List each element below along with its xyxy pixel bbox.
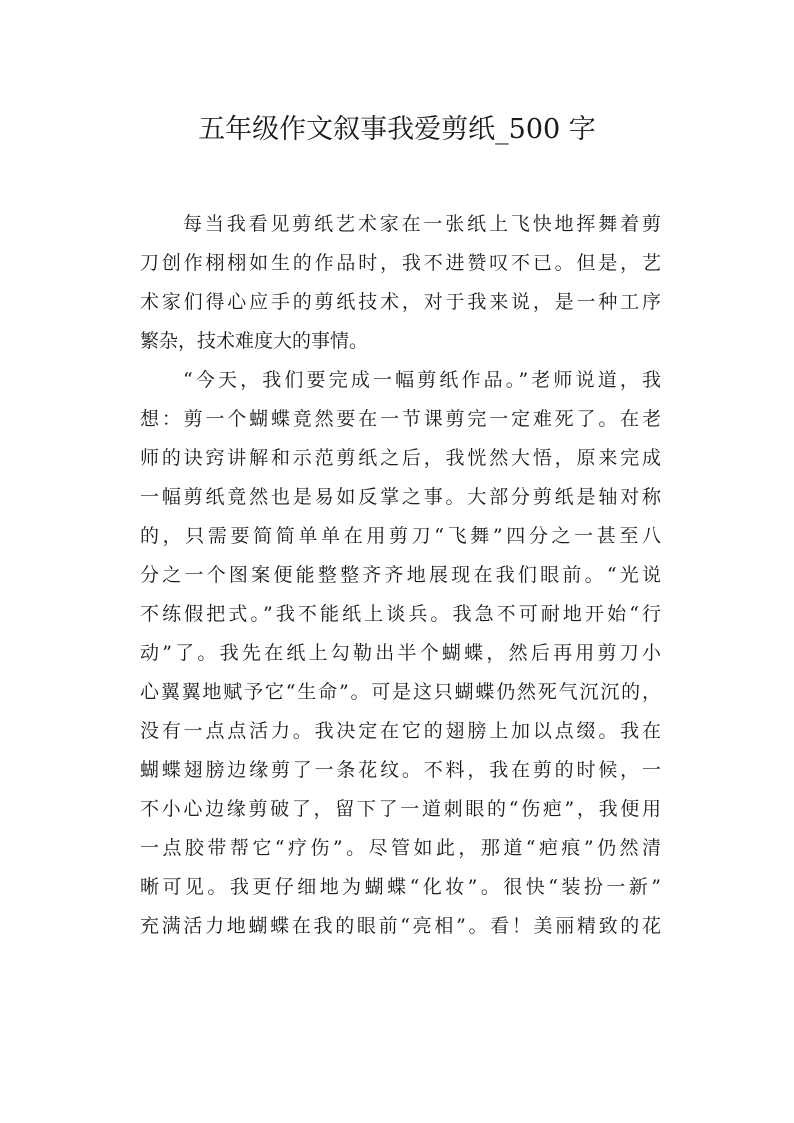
paragraph-2-line: 一幅剪纸竟然也是易如反掌之事。大部分剪纸是轴对称 xyxy=(140,486,661,508)
paragraph-2-line: 想：剪一个蝴蝶竟然要在一节课剪完一定难死了。在老 xyxy=(140,408,661,430)
paragraph-2-line: 动”了。我先在纸上勾勒出半个蝴蝶，然后再用剪刀小 xyxy=(140,642,661,664)
paragraph-2-line: 师的诀窍讲解和示范剪纸之后，我恍然大悟，原来完成 xyxy=(140,447,661,469)
paragraph-2-line: “今天，我们要完成一幅剪纸作品。”老师说道，我 xyxy=(183,369,661,391)
paragraph-1-line: 每当我看见剪纸艺术家在一张纸上飞快地挥舞着剪 xyxy=(183,213,661,235)
paragraph-2-line: 的，只需要简简单单在用剪刀“飞舞”四分之一甚至八 xyxy=(140,525,661,547)
paragraph-1-line: 繁杂，技术难度大的事情。 xyxy=(140,330,369,352)
paragraph-1-line: 刀创作栩栩如生的作品时，我不进赞叹不已。但是，艺 xyxy=(140,252,661,274)
paragraph-2-line: 不练假把式。”我不能纸上谈兵。我急不可耐地开始“行 xyxy=(140,603,661,625)
document-title: 五年级作文叙事我爱剪纸_500 字 xyxy=(198,114,596,145)
document-body xyxy=(140,205,680,946)
paragraph-2-line: 没有一点点活力。我决定在它的翅膀上加以点缀。我在 xyxy=(140,720,661,742)
paragraph-2-line: 晰可见。我更仔细地为蝴蝶“化妆”。很快“装扮一新” xyxy=(140,876,661,898)
paragraph-2-line: 一点胶带帮它“疗伤”。尽管如此，那道“疤痕”仍然清 xyxy=(140,837,661,859)
paragraph-2-line: 心翼翼地赋予它“生命”。可是这只蝴蝶仍然死气沉沉的， xyxy=(140,681,661,703)
paragraph-2-line: 充满活力地蝴蝶在我的眼前“亮相”。看！美丽精致的花 xyxy=(140,915,661,937)
paragraph-1-line: 术家们得心应手的剪纸技术，对于我来说，是一种工序 xyxy=(140,291,661,313)
paragraph-2-line: 蝴蝶翅膀边缘剪了一条花纹。不料，我在剪的时候，一 xyxy=(140,759,661,781)
paragraph-2-line: 分之一个图案便能整整齐齐地展现在我们眼前。“光说 xyxy=(140,564,661,586)
paragraph-2-line: 不小心边缘剪破了，留下了一道刺眼的“伤疤”，我便用 xyxy=(140,798,661,820)
